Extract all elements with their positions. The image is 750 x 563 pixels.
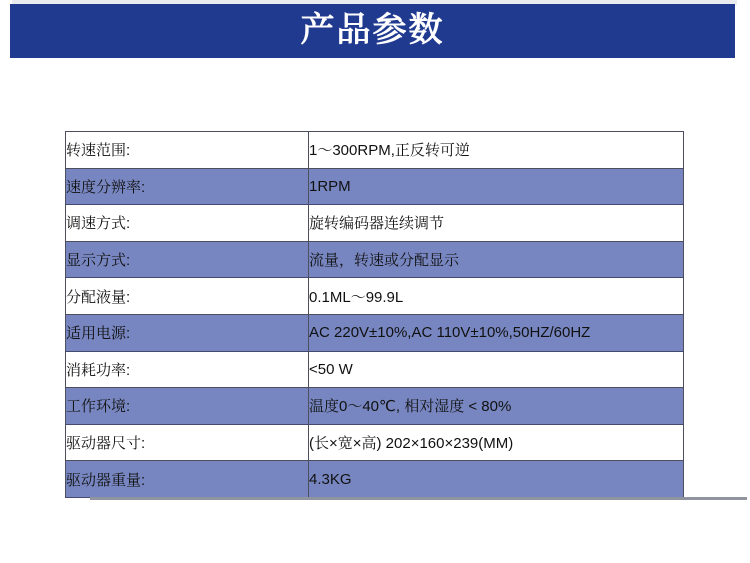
spec-value: 旋转编码器连续调节 [309, 205, 684, 242]
spec-label: 显示方式: [66, 241, 309, 278]
table-row [66, 205, 684, 242]
table-row [66, 168, 684, 205]
spec-table-body [66, 132, 684, 498]
spec-value: <50 W [309, 351, 684, 388]
spec-value: (长×宽×高) 202×160×239(MM) [309, 424, 684, 461]
table-row [66, 424, 684, 461]
spec-label: 调速方式: [66, 205, 309, 242]
spec-label: 转速范围: [66, 132, 309, 169]
spec-value: 流量，转速或分配显示 [309, 241, 684, 278]
spec-value: 4.3KG [309, 461, 684, 498]
spec-value: 温度0～40℃, 相对湿度 < 80% [309, 388, 684, 425]
title-banner [10, 4, 735, 58]
spec-table-wrap [65, 131, 684, 498]
spec-label: 适用电源: [66, 314, 309, 351]
spec-value: 0.1ML～99.9L [309, 278, 684, 315]
spec-label: 驱动器尺寸: [66, 424, 309, 461]
table-drop-shadow [90, 497, 747, 500]
spec-label: 工作环境: [66, 388, 309, 425]
table-row [66, 241, 684, 278]
table-row [66, 278, 684, 315]
table-row [66, 132, 684, 169]
table-row [66, 388, 684, 425]
spec-label: 消耗功率: [66, 351, 309, 388]
page-title: 产品参数 [300, 11, 445, 49]
spec-label: 速度分辨率: [66, 168, 309, 205]
table-row [66, 461, 684, 498]
spec-table [65, 131, 684, 498]
table-row [66, 351, 684, 388]
spec-value: 1RPM [309, 168, 684, 205]
table-row [66, 314, 684, 351]
spec-value: AC 220V±10%,AC 110V±10%,50HZ/60HZ [309, 314, 684, 351]
spec-label: 分配液量: [66, 278, 309, 315]
spec-value: 1～300RPM,正反转可逆 [309, 132, 684, 169]
spec-label: 驱动器重量: [66, 461, 309, 498]
